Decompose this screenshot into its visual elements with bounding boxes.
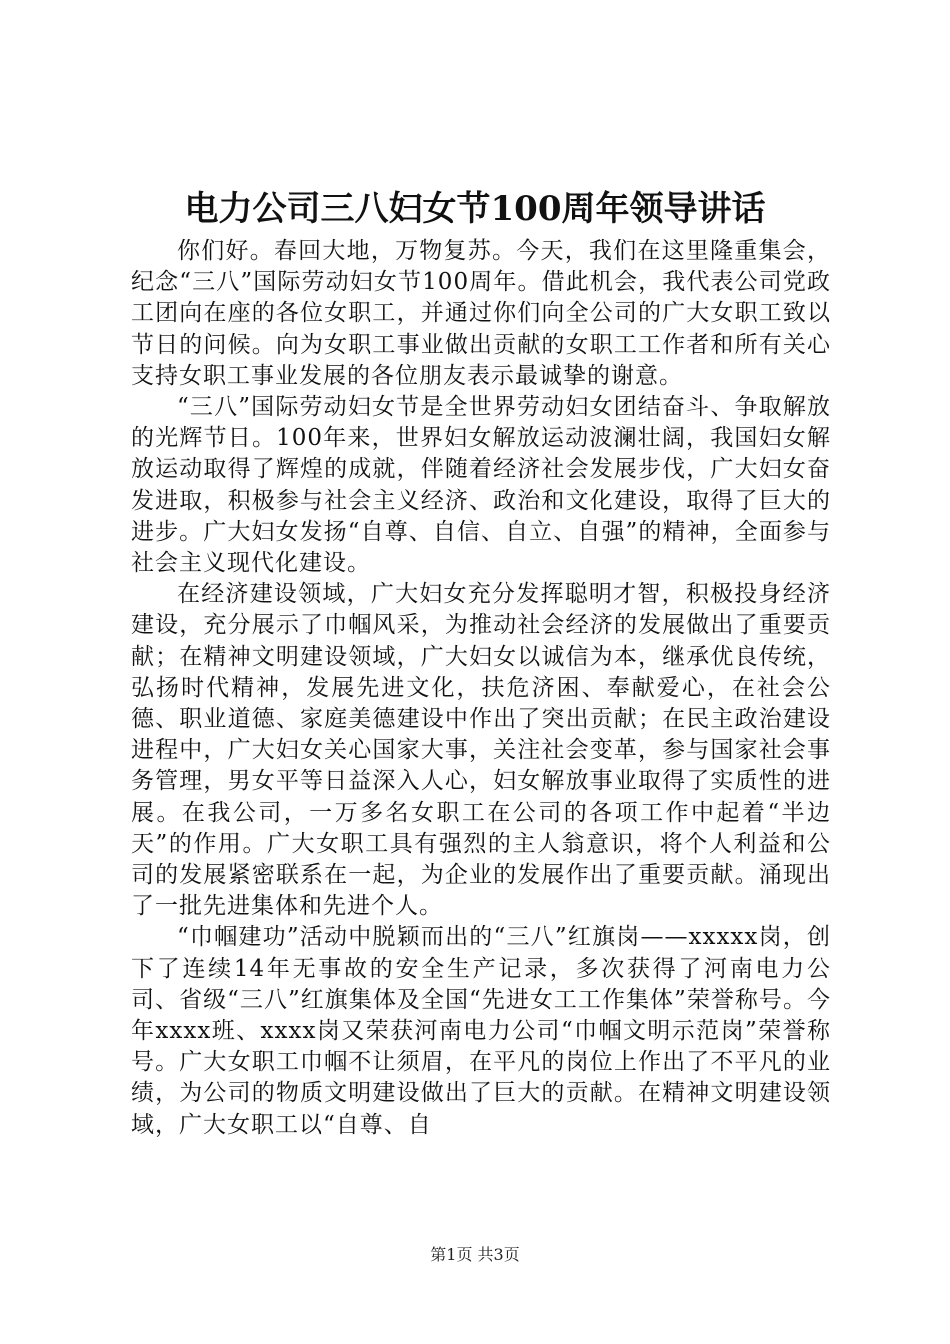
paragraph-4: “巾帼建功”活动中脱颖而出的“三八”红旗岗——xxxxx岗，创下了连续14年无事故的安全生产记录，多次获得了河南电力公司、省级“三八”红旗集体及全国“先进女工工作集体”荣誉称号。今年xxxx班、xxxx岗又荣获河南电力公司“巾帼文明示范岗”荣誉称号。广大女职工巾帼不让须眉，在平凡的岗位上作出了不平凡的业绩，为公司的物质文明建设做出了巨大的贡献。在精神文明建设领域，广大女职工以“自尊、自: [131, 924, 831, 1138]
page-number-footer: 第1页 共3页: [430, 1245, 520, 1264]
paragraph-2: “三八”国际劳动妇女节是全世界劳动妇女团结奋斗、争取解放的光辉节日。100年来，世界妇女解放运动波澜壮阔，我国妇女解放运动取得了辉煌的成就，伴随着经济社会发展步伐，广大妇女奋发进取，积极参与社会主义经济、政治和文化建设，取得了巨大的进步。广大妇女发扬“自尊、自信、自立、自强”的精神，全面参与社会主义现代化建设。: [131, 394, 831, 577]
document-title: 电力公司三八妇女节100周年领导讲话: [184, 189, 766, 229]
document-body: [131, 236, 831, 1141]
paragraph-3: 在经济建设领域，广大妇女充分发挥聪明才智，积极投身经济建设，充分展示了巾帼风采，为推动社会经济的发展做出了重要贡献；在精神文明建设领域，广大妇女以诚信为本，继承优良传统，弘扬时代精神，发展先进文化，扶危济困、奉献爱心，在社会公德、职业道德、家庭美德建设中作出了突出贡献；在民主政治建设进程中，广大妇女关心国家大事，关注社会变革，参与国家社会事务管理，男女平等日益深入人心，妇女解放事业取得了实质性的进展。在我公司，一万多名女职工在公司的各项工作中起着“半边天”的作用。广大女职工具有强烈的主人翁意识，将个人利益和公司的发展紧密联系在一起，为企业的发展作出了重要贡献。涌现出了一批先进集体和先进个人。: [131, 581, 831, 920]
paragraph-1: 你们好。春回大地，万物复苏。今天，我们在这里隆重集会，纪念“三八”国际劳动妇女节100周年。借此机会，我代表公司党政工团向在座的各位女职工，并通过你们向全公司的广大女职工致以节日的问候。向为女职工事业做出贡献的女职工工作者和所有关心支持女职工事业发展的各位朋友表示最诚挚的谢意。: [131, 238, 831, 389]
